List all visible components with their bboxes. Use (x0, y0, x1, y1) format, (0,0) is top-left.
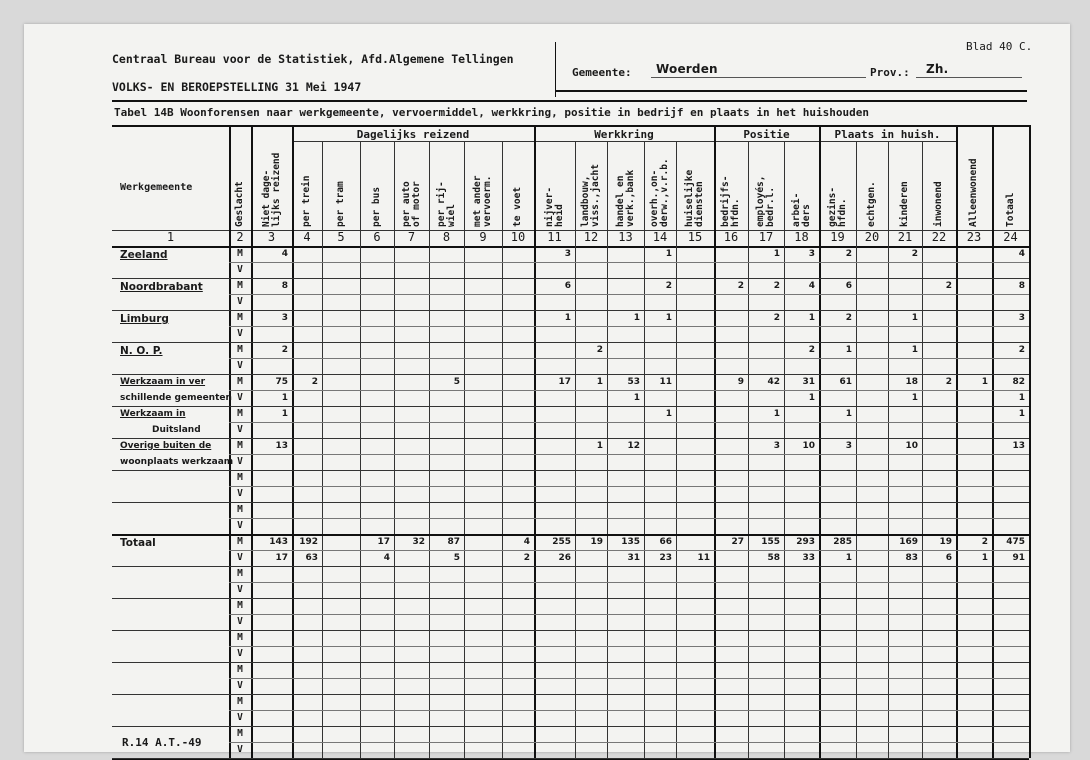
row-label: Werkzaam in (120, 409, 186, 419)
cell-V-c11: 26 (558, 553, 571, 563)
row-label: Noordbrabant (120, 281, 203, 293)
cell-M-c19: 1 (845, 345, 852, 355)
cell-M-c17: 42 (767, 377, 780, 387)
cell-M-c7: 32 (412, 537, 425, 547)
cell-V-c18: 1 (808, 393, 815, 403)
group-dagelijks-reizend: Dagelijks reizend (356, 128, 470, 141)
row-label-cont: schillende gemeenten (120, 393, 232, 403)
cell-M-c19: 6 (845, 281, 852, 291)
cell-M-c18: 31 (802, 377, 815, 387)
col-header-15: huiselijke diensten (684, 169, 705, 227)
cell-M-c4: 2 (311, 377, 318, 387)
col-number-5: 5 (337, 230, 345, 244)
sex-M: M (237, 408, 243, 419)
col-number-9: 9 (479, 230, 487, 244)
cell-M-c17: 1 (773, 249, 780, 259)
row-label: Zeeland (120, 249, 168, 261)
cell-M-c13: 53 (627, 377, 640, 387)
row-label: N. O. P. (120, 345, 163, 357)
row-label-cont: Duitsland (152, 425, 201, 435)
row-label-cont: woonplaats werkzaam (120, 457, 234, 467)
sex-V: V (237, 424, 243, 435)
gemeente-label: Gemeente: (572, 66, 632, 79)
col-header-7: per auto of motor (400, 181, 422, 227)
cell-V-c18: 33 (802, 553, 815, 563)
cell-V-c3: 17 (275, 553, 288, 563)
bureau-title: Centraal Bureau voor de Statistiek, Afd.Algemene Tellingen (112, 52, 514, 66)
cell-M-c22: 2 (945, 377, 952, 387)
col-number-22: 22 (931, 230, 947, 244)
col-number-21: 21 (897, 230, 913, 244)
cell-M-c14: 1 (665, 313, 672, 323)
cell-M-c23: 1 (981, 377, 988, 387)
cell-V-c17: 58 (767, 553, 780, 563)
sex-M: M (237, 696, 243, 707)
sheet-number: Blad 40 C. (966, 40, 1033, 53)
cell-V-c6: 4 (383, 553, 390, 563)
cell-M-c24: 2 (1018, 345, 1025, 355)
census-title: VOLKS- EN BEROEPSTELLING 31 Mei 1947 (112, 80, 362, 94)
sex-M: M (237, 632, 243, 643)
cell-M-c21: 18 (905, 377, 918, 387)
cell-V-c21: 83 (905, 553, 918, 563)
cell-M-c18: 3 (808, 249, 815, 259)
col-header-16: bedrijfs- hfdn. (720, 175, 741, 227)
col-number-8: 8 (442, 230, 451, 244)
cell-M-c3: 2 (281, 345, 288, 355)
cell-M-c21: 1 (911, 313, 918, 323)
cell-V-c24: 1 (1018, 393, 1025, 403)
cell-M-c22: 2 (945, 281, 952, 291)
cell-M-c8: 5 (453, 377, 460, 387)
cell-M-c12: 1 (596, 377, 603, 387)
cell-M-c21: 1 (911, 345, 918, 355)
sex-V: V (237, 360, 243, 371)
col-header-6: per bus (371, 186, 382, 227)
col-header-20: echtgen. (866, 181, 877, 227)
sex-M: M (237, 344, 243, 355)
cell-M-c19: 285 (833, 537, 852, 547)
cell-M-c17: 3 (773, 441, 780, 451)
cell-M-c19: 2 (845, 249, 852, 259)
cell-M-c3: 75 (275, 377, 288, 387)
cell-M-c24: 3 (1018, 313, 1025, 323)
cell-M-c17: 2 (773, 281, 780, 291)
col-number-13: 13 (618, 230, 633, 244)
row-label: Werkzaam in ver (120, 377, 206, 387)
sex-V: V (237, 584, 243, 595)
sex-V: V (237, 264, 243, 275)
cell-V-c19: 1 (845, 553, 852, 563)
cell-M-c12: 19 (590, 537, 603, 547)
cell-M-c19: 3 (845, 441, 852, 451)
cell-M-c14: 11 (659, 377, 672, 387)
cell-M-c3: 4 (281, 249, 288, 259)
col-number-11: 11 (547, 230, 562, 244)
cell-M-c17: 1 (773, 409, 780, 419)
cell-M-c16: 27 (731, 537, 744, 547)
col-header-13: handel en verk.,bank (614, 169, 636, 227)
cell-M-c3: 13 (275, 441, 288, 451)
col-header-19: gezins- hfdn. (826, 186, 848, 227)
cell-V-c24: 91 (1012, 553, 1025, 563)
cell-V-c10: 2 (523, 553, 530, 563)
cell-M-c17: 2 (773, 313, 780, 323)
sex-M: M (237, 568, 243, 579)
col-header-8: per rij- wiel (435, 181, 457, 227)
col-number-14: 14 (652, 230, 668, 244)
cell-M-c12: 1 (596, 441, 603, 451)
cell-V-c21: 1 (911, 393, 918, 403)
cell-V-c8: 5 (453, 553, 460, 563)
sex-M: M (237, 728, 243, 739)
col-header-4: per trein (301, 175, 312, 227)
cell-M-c18: 4 (808, 281, 815, 291)
col-number-3: 3 (267, 230, 276, 244)
cell-V-c14: 23 (659, 553, 672, 563)
sex-M: M (237, 504, 243, 515)
cell-M-c14: 2 (665, 281, 672, 291)
row-label: Limburg (120, 313, 169, 325)
col-number-23: 23 (966, 230, 982, 244)
col-number-2: 2 (236, 230, 244, 244)
col-number-6: 6 (373, 230, 381, 244)
col-header-23: Alleenwonend (968, 158, 979, 227)
prov-label: Prov.: (870, 66, 910, 79)
cell-M-c11: 1 (564, 313, 571, 323)
col-header-11: nijver- heid (543, 186, 565, 227)
cell-M-c11: 255 (552, 537, 571, 547)
cell-M-c12: 2 (596, 345, 603, 355)
cell-V-c3: 1 (281, 393, 288, 403)
cell-M-c14: 1 (665, 409, 672, 419)
gemeente-value: Woerden (656, 62, 718, 76)
cell-M-c3: 8 (281, 281, 288, 291)
cell-M-c19: 2 (845, 313, 852, 323)
cell-M-c8: 87 (447, 537, 460, 547)
cell-V-c13: 1 (633, 393, 640, 403)
col-number-7: 7 (407, 230, 416, 244)
cell-M-c18: 10 (802, 441, 815, 451)
sex-V: V (237, 488, 243, 499)
col-number-1: 1 (166, 230, 175, 244)
group-positie: Positie (743, 128, 790, 141)
col-header-24: Totaal (1004, 192, 1016, 227)
row-label: Totaal (120, 537, 156, 549)
cell-M-c14: 66 (659, 537, 672, 547)
cell-M-c11: 3 (564, 249, 571, 259)
sex-V: V (237, 744, 243, 755)
census-form-sheet (24, 24, 1070, 755)
cell-M-c18: 293 (796, 537, 815, 547)
col-header-3: Niet dage- lijks reizend (260, 152, 282, 227)
cell-M-c21: 10 (905, 441, 918, 451)
sex-V: V (237, 456, 243, 467)
cell-V-c22: 6 (945, 553, 952, 563)
col-number-12: 12 (583, 230, 599, 244)
group-werkkring: Werkkring (594, 128, 654, 141)
cell-V-c4: 63 (305, 553, 318, 563)
col-header-22: inwonend (933, 181, 944, 227)
cell-M-c13: 1 (633, 313, 640, 323)
sex-M: M (237, 440, 243, 451)
sex-M: M (237, 600, 243, 611)
table-title: Tabel 14B Woonforensen naar werkgemeente, vervoermiddel, werkkring, positie in bedrijf en plaats in het huishouden (114, 106, 869, 119)
col-number-18: 18 (794, 230, 809, 244)
cell-M-c24: 13 (1012, 441, 1025, 451)
sex-V: V (237, 648, 243, 659)
cell-M-c21: 169 (899, 537, 918, 547)
cell-M-c16: 2 (737, 281, 744, 291)
col-header-21: kinderen (899, 181, 910, 227)
col-header-12: landbouw, viss.,jacht (580, 164, 601, 227)
sex-M: M (237, 472, 243, 483)
col-header-14: overh.,on- derw.,v.r.b. (649, 158, 670, 227)
col-header-werkgemeente: Werkgemeente (120, 182, 193, 193)
cell-M-c3: 1 (281, 409, 288, 419)
cell-M-c18: 2 (808, 345, 815, 355)
col-header-18: arbei- ders (790, 192, 812, 227)
group-plaats-in-huishouden: Plaats in huish. (834, 128, 941, 141)
sex-M: M (237, 536, 243, 547)
cell-M-c19: 61 (839, 377, 852, 387)
cell-M-c11: 17 (558, 377, 571, 387)
col-header-17: employés, bedr.l. (755, 175, 776, 227)
row-label: Overige buiten de (120, 441, 212, 451)
cell-M-c10: 4 (523, 537, 530, 547)
sex-V: V (237, 296, 243, 307)
cell-M-c4: 192 (299, 537, 318, 547)
sex-M: M (237, 248, 243, 259)
cell-M-c24: 8 (1018, 281, 1025, 291)
cell-M-c13: 12 (627, 441, 640, 451)
sex-V: V (237, 712, 243, 723)
cell-M-c17: 155 (761, 537, 780, 547)
cell-M-c24: 1 (1018, 409, 1025, 419)
cell-M-c16: 9 (737, 377, 744, 387)
sex-V: V (237, 392, 243, 403)
sex-V: V (237, 680, 243, 691)
col-header-10: te voet (512, 186, 523, 227)
sex-M: M (237, 312, 243, 323)
sex-M: M (237, 280, 243, 291)
sex-M: M (237, 664, 243, 675)
cell-M-c24: 4 (1018, 249, 1025, 259)
col-number-20: 20 (864, 230, 880, 244)
cell-M-c24: 82 (1012, 377, 1025, 387)
cell-M-c11: 6 (564, 281, 571, 291)
col-header-9: met ander vervoerm. (472, 175, 493, 227)
col-number-10: 10 (510, 230, 526, 244)
form-code: R.14 A.T.-49 (122, 736, 202, 749)
col-number-17: 17 (758, 230, 774, 244)
cell-M-c24: 475 (1006, 537, 1025, 547)
cell-M-c18: 1 (808, 313, 815, 323)
col-number-16: 16 (723, 230, 739, 244)
sex-M: M (237, 376, 243, 387)
cell-M-c19: 1 (845, 409, 852, 419)
cell-M-c22: 19 (939, 537, 952, 547)
col-number-15: 15 (687, 230, 703, 244)
cell-M-c3: 143 (269, 537, 288, 547)
cell-M-c21: 2 (911, 249, 918, 259)
col-number-24: 24 (1003, 230, 1018, 244)
col-number-4: 4 (303, 230, 311, 244)
cell-M-c14: 1 (665, 249, 672, 259)
sex-V: V (237, 616, 243, 627)
cell-M-c3: 3 (281, 313, 288, 323)
col-header-2: Geslacht (234, 181, 245, 227)
col-number-19: 19 (830, 230, 845, 244)
sex-V: V (237, 328, 243, 339)
sex-V: V (237, 552, 243, 563)
col-header-5: per tram (335, 181, 346, 227)
cell-M-c13: 135 (621, 537, 640, 547)
cell-M-c23: 2 (981, 537, 988, 547)
cell-V-c13: 31 (627, 553, 640, 563)
prov-value: Zh. (926, 62, 949, 76)
sex-V: V (237, 520, 243, 531)
cell-M-c6: 17 (377, 537, 390, 547)
cell-V-c15: 11 (697, 553, 710, 563)
cell-V-c23: 1 (981, 553, 988, 563)
